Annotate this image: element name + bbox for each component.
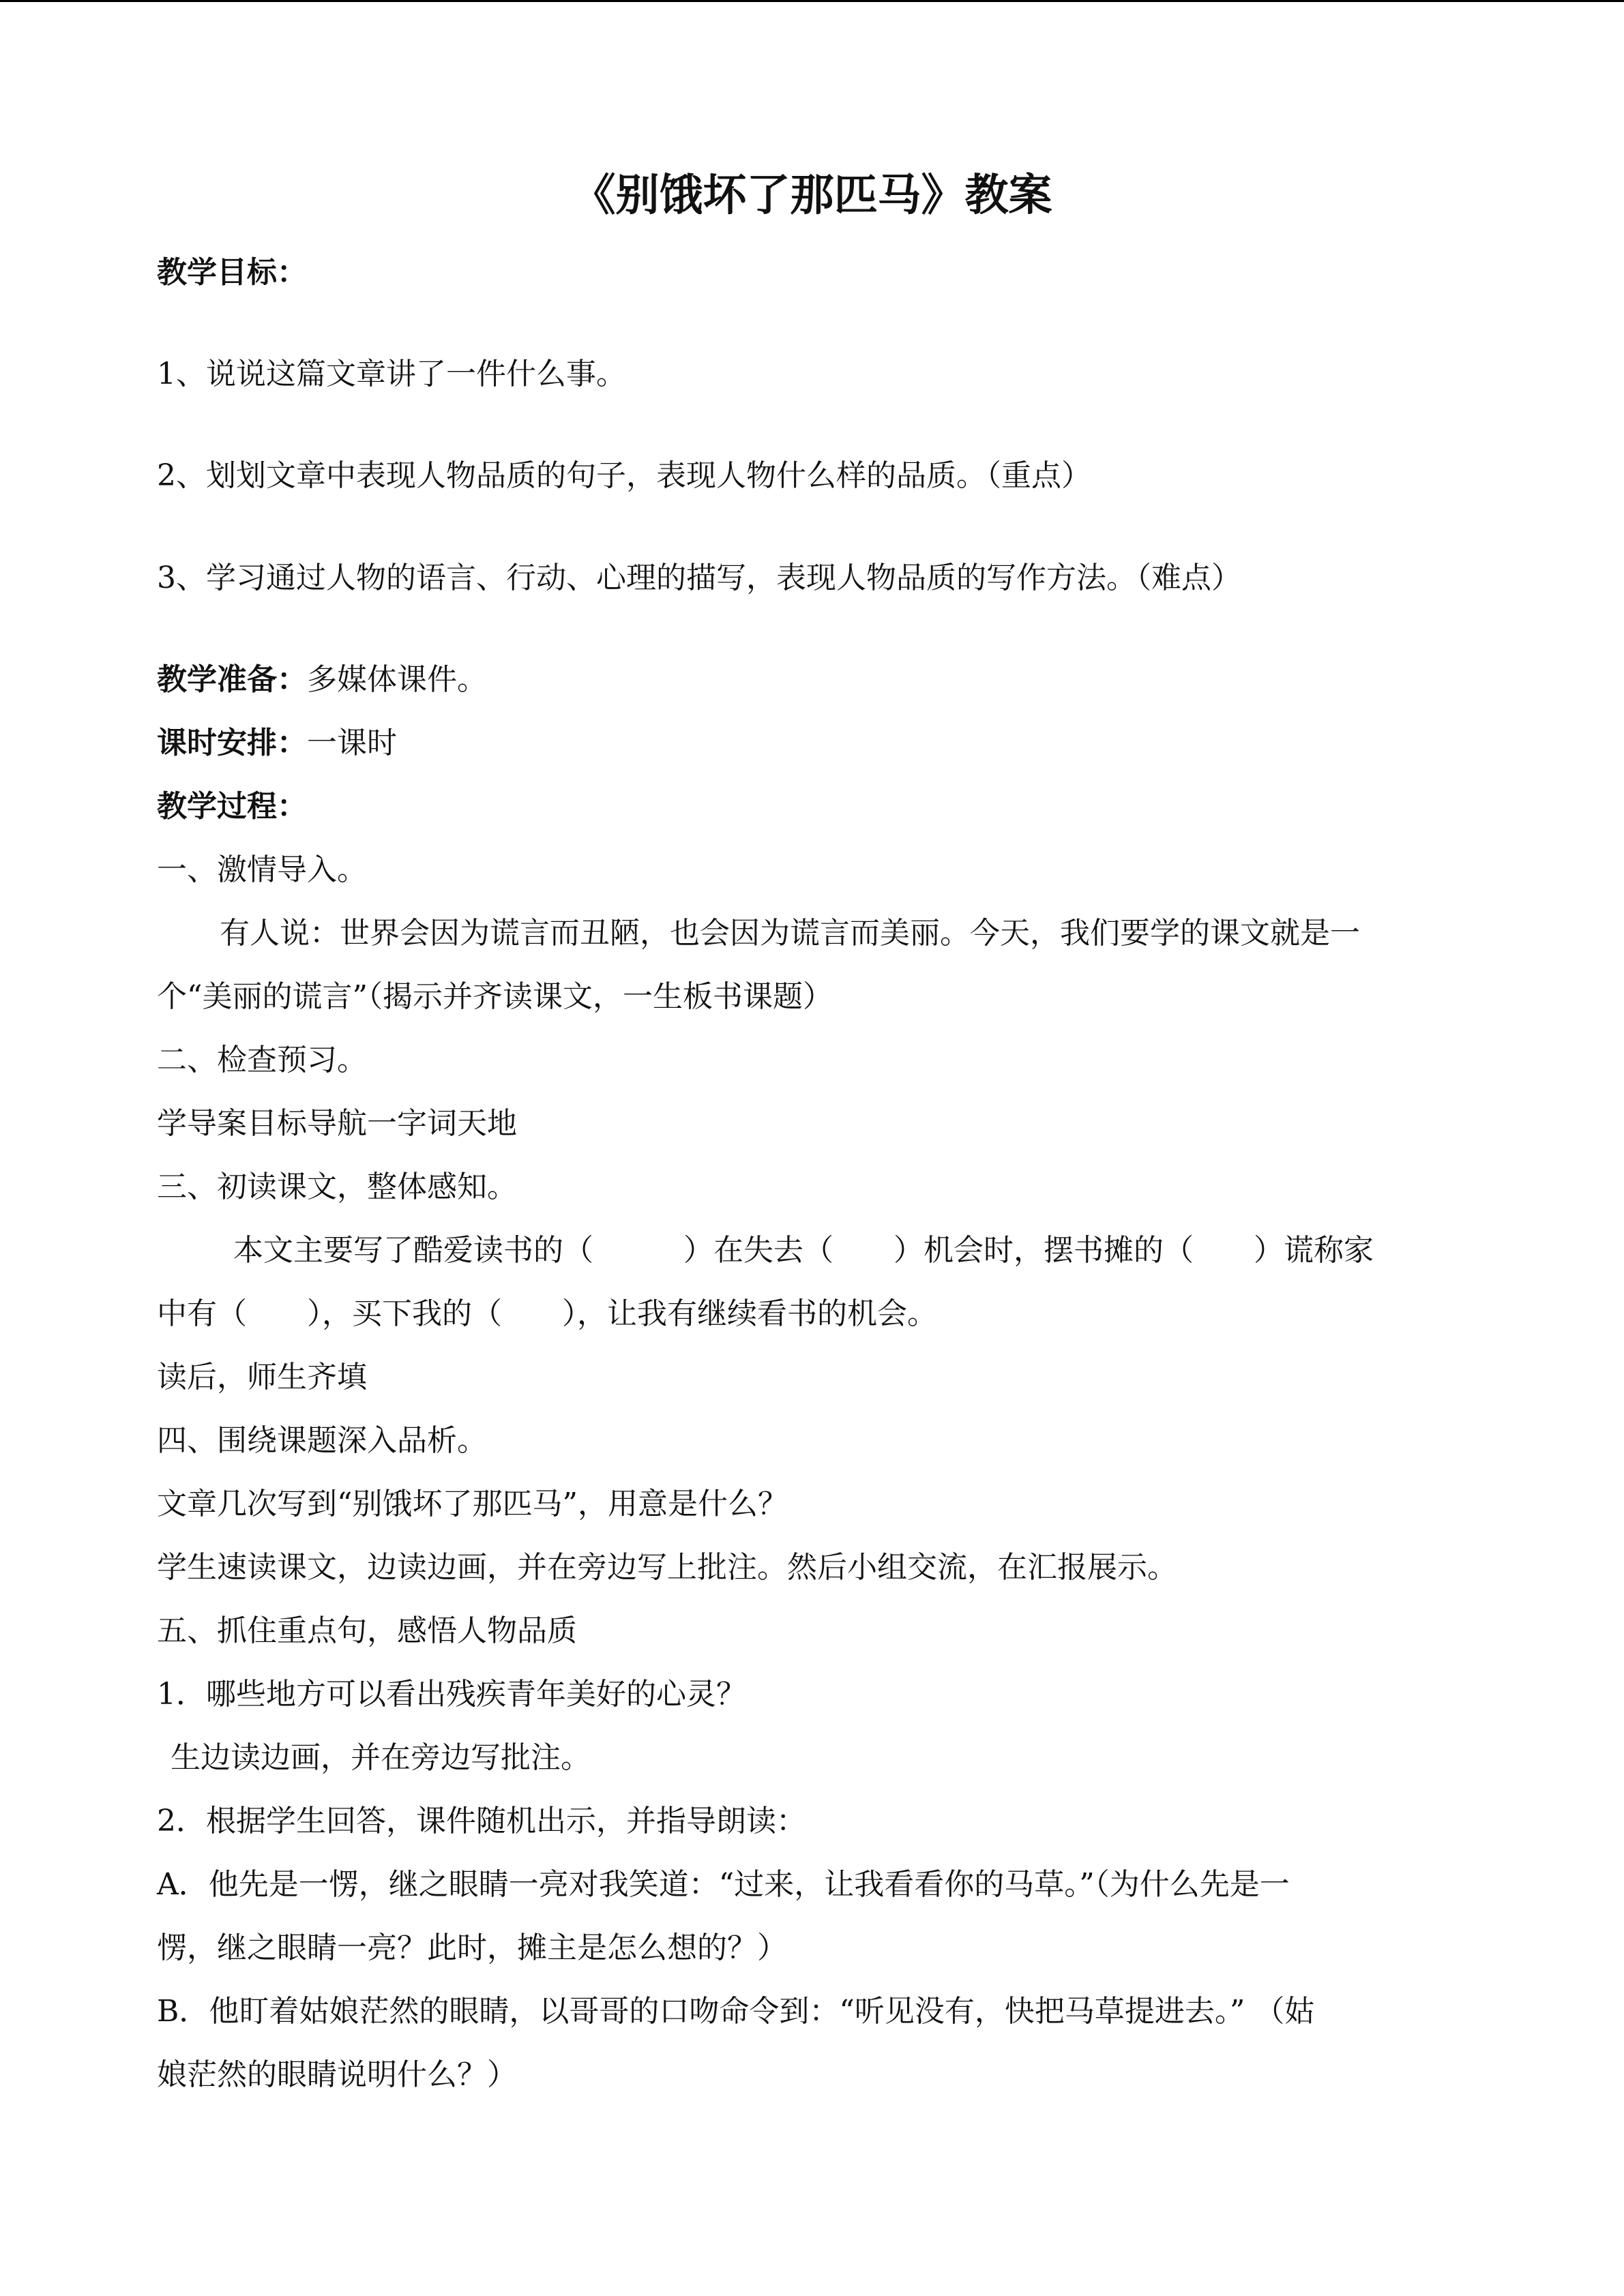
section-heading-5: 五、抓住重点句，感悟人物品质 [157,1613,577,1648]
numbered-item: 2．根据学生回答，课件随机出示，并指导朗读： [157,1804,806,1838]
fill-blank-line: 中有（ ），买下我的（ ），让我有继续看书的机会。 [157,1296,937,1331]
paragraph-line: 学导案目标导航一字词天地 [157,1106,517,1141]
preparation-label: 教学准备： [157,662,307,697]
section-heading-2: 二、检查预习。 [157,1043,367,1077]
fill-blank-line: 本文主要写了酷爱读书的（ ）在失去（ ）机会时，摆书摊的（ ）谎称家 [233,1233,1374,1268]
paragraph-line: 个“美丽的谎言”（揭示并齐读课文，一生板书课题） [157,979,833,1014]
lettered-item: A．他先是一愣，继之眼睛一亮对我笑道：“过来，让我看看你的马草。”（为什么先是一 [157,1867,1290,1902]
preparation-line [157,658,1473,702]
schedule-value: 一课时 [307,726,397,760]
numbered-item: 1．哪些地方可以看出残疾青年美好的心灵？ [157,1677,746,1712]
paragraph-line: 娘茫然的眼睛说明什么？） [157,2057,517,2092]
preparation-value: 多媒体课件。 [307,662,487,697]
paragraph-line: 文章几次写到“别饿坏了那匹马”，用意是什么？ [157,1487,788,1521]
section-heading-3: 三、初读课文，整体感知。 [157,1169,517,1204]
process-heading: 教学过程： [157,789,307,824]
goal-item-1: 1、说说这篇文章讲了一件什么事。 [157,357,626,391]
document-title: 《别饿坏了那匹马》教案 [572,170,1052,221]
schedule-line [157,721,1473,765]
paragraph-line: 愣，继之眼睛一亮？此时，摊主是怎么想的？） [157,1930,787,1965]
lettered-item: B．他盯着姑娘茫然的眼睛，以哥哥的口吻命令到：“听见没有，快把马草提进去。” （姑 [157,1994,1315,2029]
goal-item-3: 3、学习通过人物的语言、行动、心理的描写，表现人物品质的写作方法。（难点） [157,561,1241,595]
goals-heading: 教学目标： [157,255,307,290]
goal-item-2: 2、划划文章中表现人物品质的句子，表现人物什么样的品质。（重点） [157,458,1091,493]
schedule-label: 课时安排： [157,726,307,760]
paragraph-line: 读后，师生齐填 [157,1360,367,1395]
section-heading-1: 一、激情导入。 [157,852,367,887]
paragraph-line: 学生速读课文，边读边画，并在旁边写上批注。然后小组交流，在汇报展示。 [157,1550,1177,1585]
paragraph-line: 生边读边画，并在旁边写批注。 [171,1740,591,1775]
paragraph-line: 有人说：世界会因为谎言而丑陋，也会因为谎言而美丽。今天，我们要学的课文就是一 [220,916,1360,951]
section-heading-4: 四、围绕课题深入品析。 [157,1423,487,1458]
